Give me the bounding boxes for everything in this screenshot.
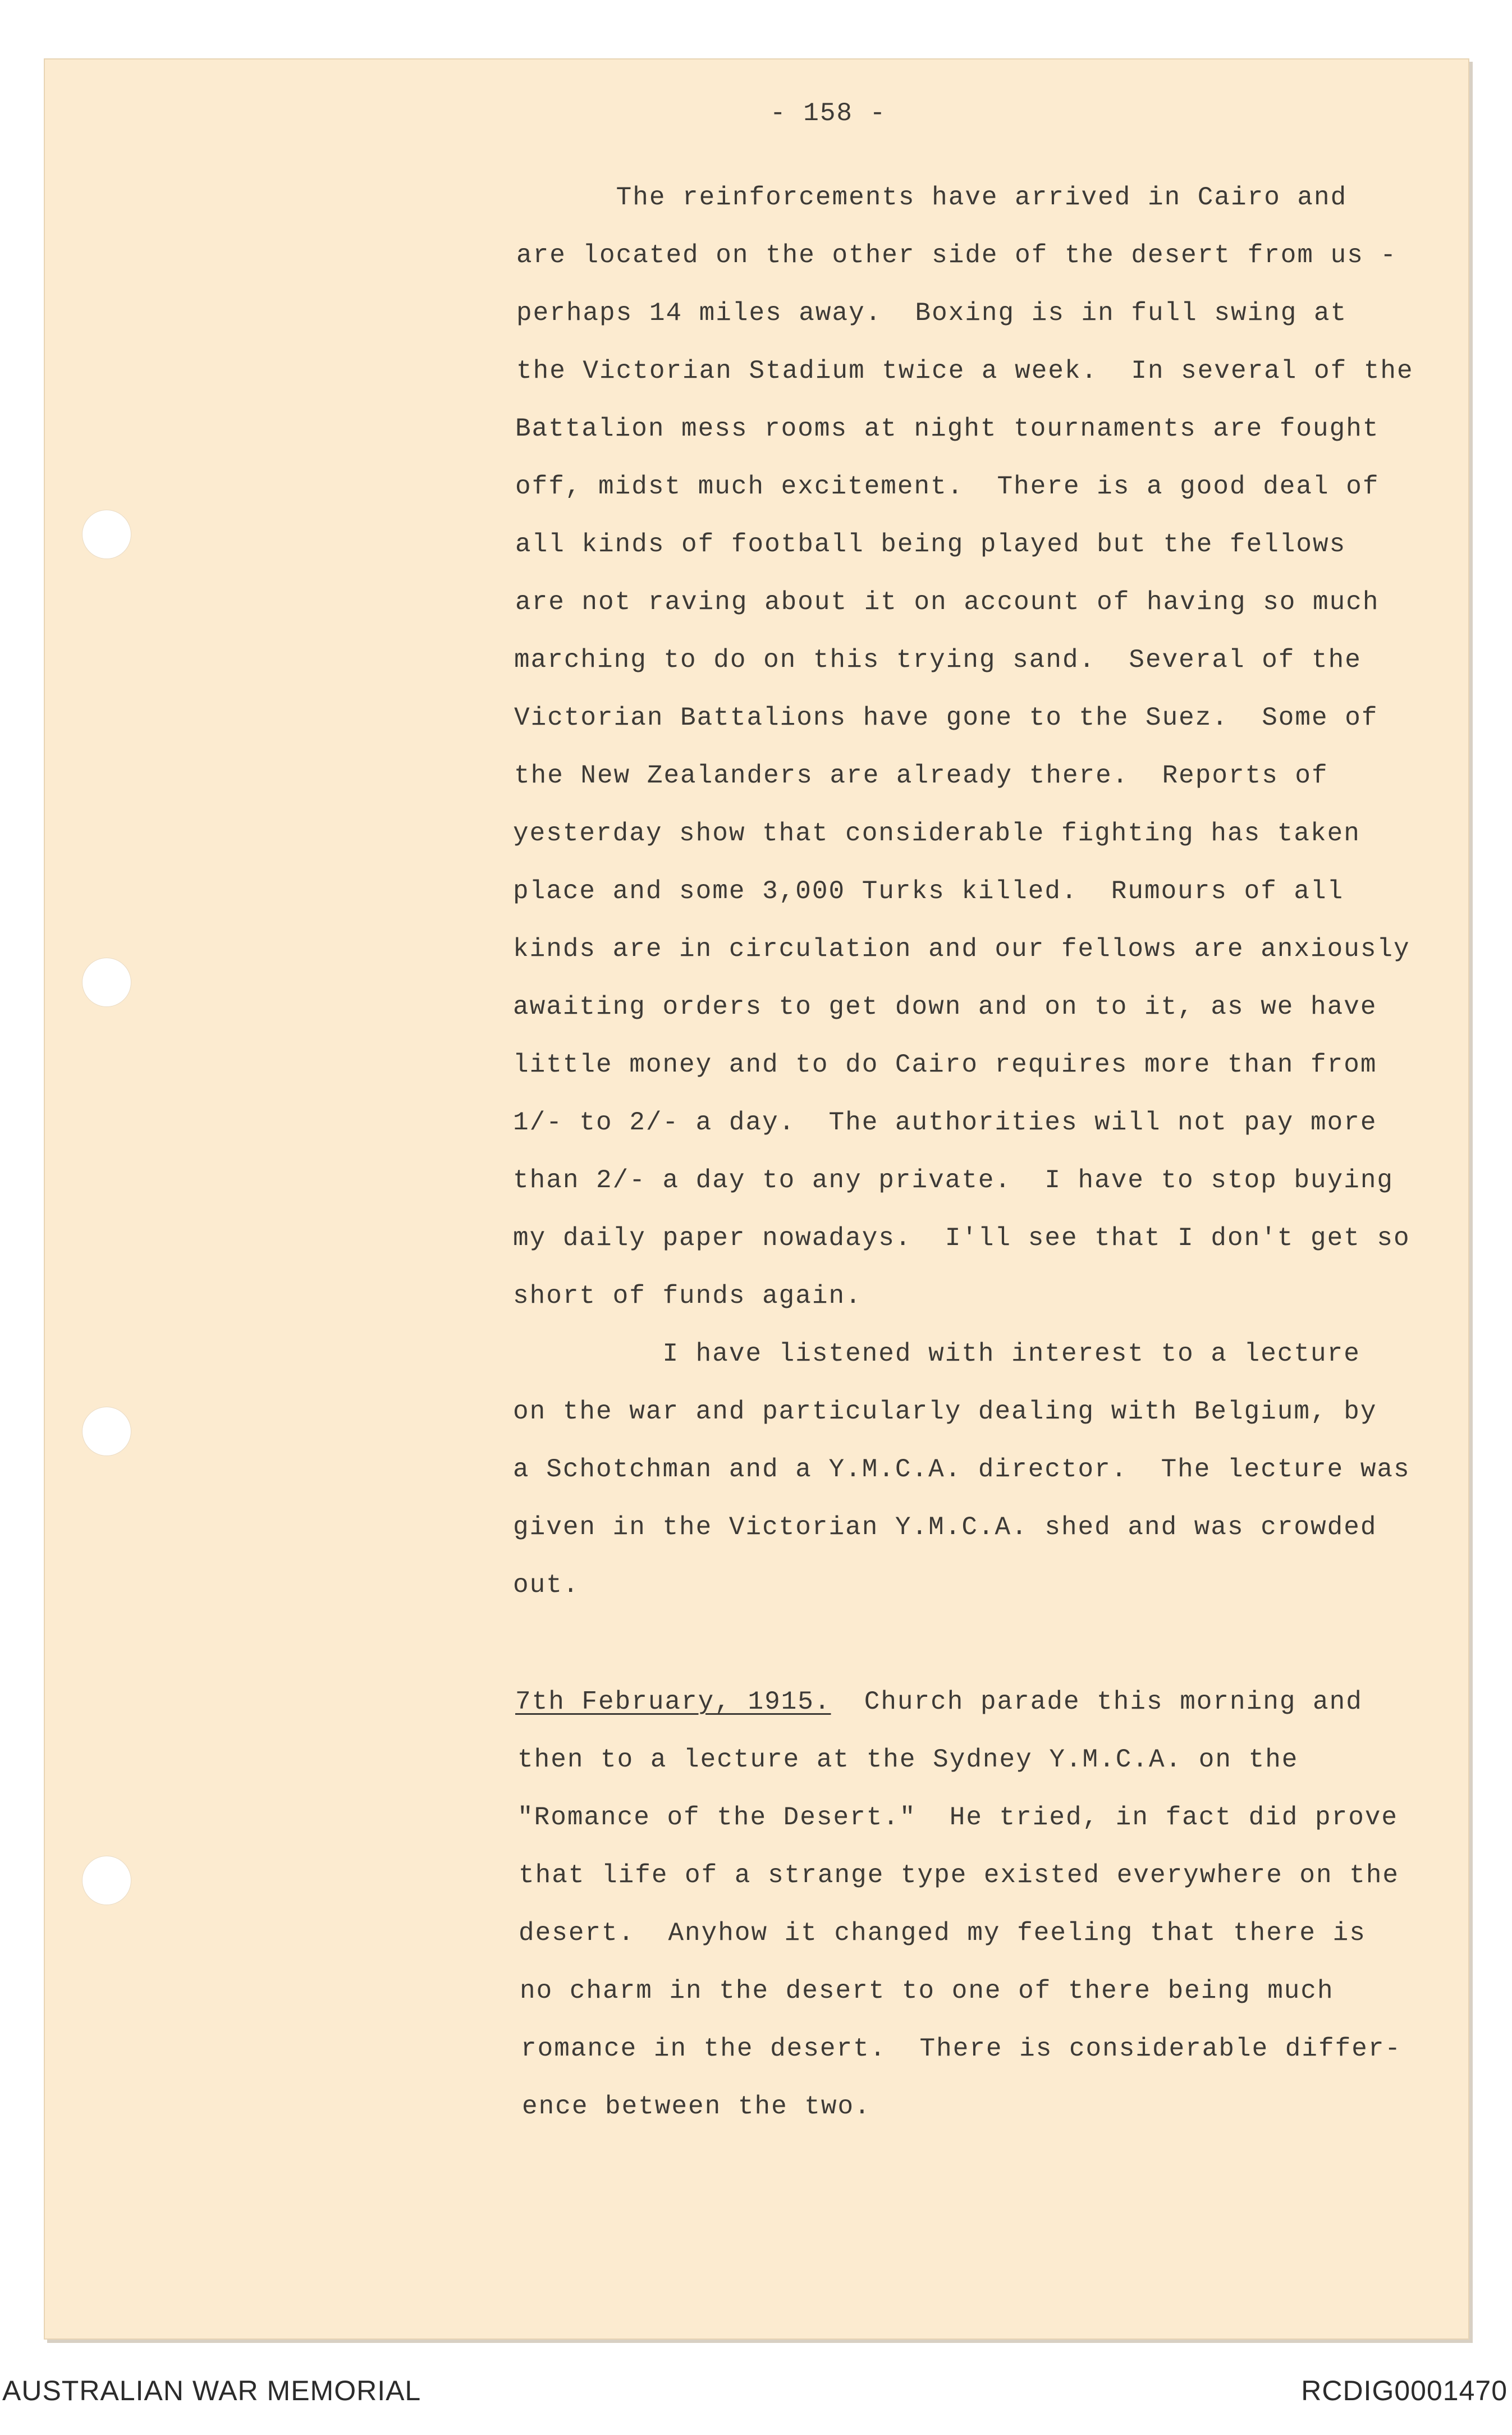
text-line: desert. Anyhow it changed my feeling that there is: [519, 1919, 1366, 1948]
text-line: short of funds again.: [513, 1281, 862, 1311]
text-line: the Victorian Stadium twice a week. In several of the: [516, 356, 1414, 386]
text-line: than 2/- a day to any private. I have to stop buying: [513, 1166, 1394, 1195]
text-line: "Romance of the Desert." He tried, in fact did prove: [517, 1803, 1399, 1832]
text-line: then to a lecture at the Sydney Y.M.C.A. on the: [517, 1745, 1299, 1774]
page-number: - 158 -: [770, 99, 887, 128]
text-line: ence between the two.: [522, 2092, 871, 2121]
text-line: 1/- to 2/- a day. The authorities will not pay more: [513, 1108, 1377, 1137]
text-line: romance in the desert. There is considerable differ-: [521, 2034, 1402, 2063]
text-line: I have listened with interest to a lecture: [513, 1339, 1360, 1368]
text-line: a Schotchman and a Y.M.C.A. director. The lecture was: [513, 1455, 1410, 1484]
text-line: that life of a strange type existed everywhere on the: [519, 1861, 1400, 1890]
text-line: no charm in the desert to one of there being much: [520, 1976, 1334, 2006]
entry-first-line-text: Church parade this morning and: [831, 1687, 1363, 1717]
entry-date: 7th February, 1915.: [515, 1687, 831, 1717]
footer-reference: RCDIG0001470: [1301, 2375, 1508, 2406]
punch-hole-1: [82, 510, 131, 559]
footer-institution: AUSTRALIAN WAR MEMORIAL: [2, 2375, 421, 2406]
punch-hole-2: [82, 958, 131, 1007]
text-line: perhaps 14 miles away. Boxing is in full swing at: [516, 299, 1348, 328]
text-line: Battalion mess rooms at night tournaments are fought: [515, 414, 1380, 443]
text-line: my daily paper nowadays. I'll see that I don't get so: [513, 1224, 1410, 1253]
text-line: all kinds of football being played but the fellows: [515, 530, 1346, 559]
text-line: off, midst much excitement. There is a good deal of: [515, 472, 1380, 501]
entry-first-line: [515, 1687, 1363, 1717]
text-line: place and some 3,000 Turks killed. Rumours of all: [513, 877, 1344, 906]
text-line: are not raving about it on account of having so much: [515, 588, 1380, 617]
text-line: awaiting orders to get down and on to it, as we have: [513, 992, 1377, 1022]
text-line: little money and to do Cairo requires more than from: [513, 1050, 1377, 1079]
text-line: are located on the other side of the desert from us -: [516, 241, 1398, 270]
text-line: out.: [513, 1571, 580, 1600]
punch-hole-4: [82, 1856, 131, 1905]
text-line: given in the Victorian Y.M.C.A. shed and was crowded: [513, 1513, 1377, 1542]
text-line: The reinforcements have arrived in Cairo and: [516, 183, 1348, 212]
text-line: Victorian Battalions have gone to the Suez. Some of: [514, 703, 1378, 733]
text-line: yesterday show that considerable fighting has taken: [513, 819, 1360, 848]
punch-hole-3: [82, 1407, 131, 1456]
text-line: on the war and particularly dealing with Belgium, by: [513, 1397, 1377, 1426]
text-line: the New Zealanders are already there. Reports of: [514, 761, 1328, 790]
text-line: kinds are in circulation and our fellows are anxiously: [513, 935, 1410, 964]
text-line: marching to do on this trying sand. Several of the: [514, 646, 1362, 675]
